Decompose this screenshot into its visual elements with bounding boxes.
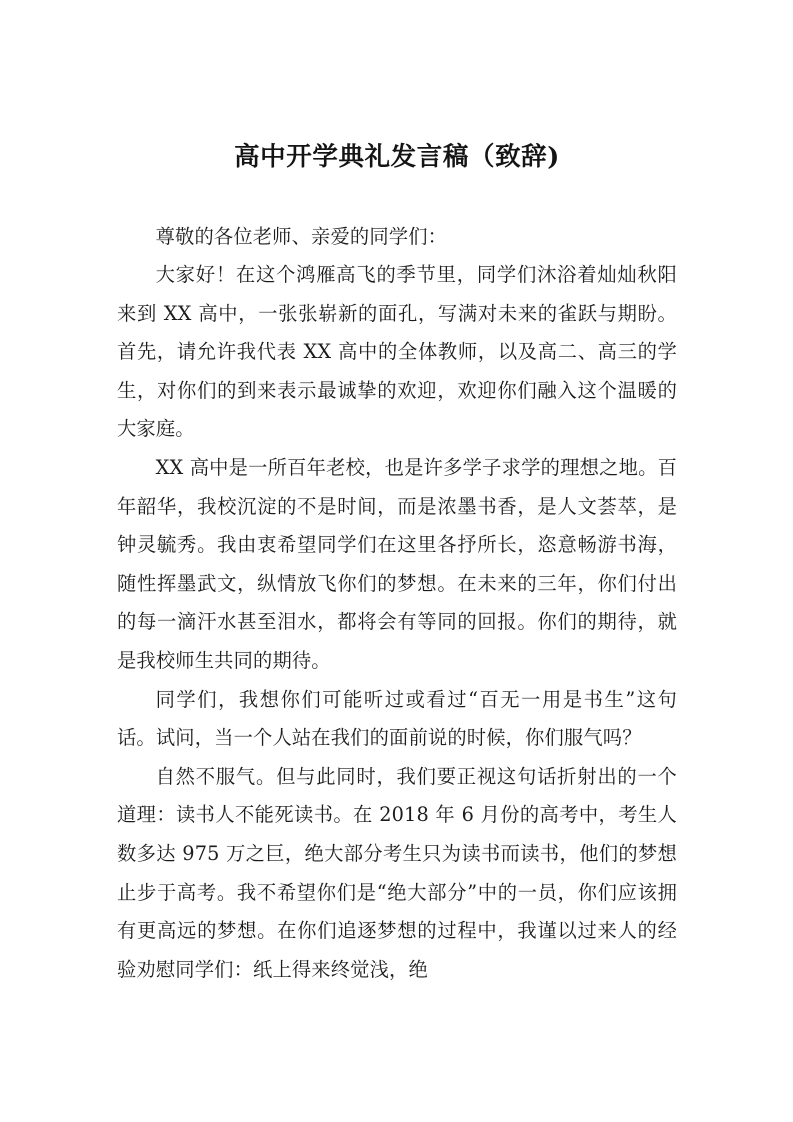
page-title: 高中开学典礼发言稿（致辞)	[234, 142, 560, 172]
paragraph-salutation: 尊敬的各位老师、亲爱的同学们：	[155, 224, 448, 248]
paragraph-list	[117, 171, 677, 990]
paragraph-school-intro: XX 高中是一所百年老校，也是许多学子求学的理想之地。百年韶华，我校沉淀的不是时间，而是浓墨书香，是人文荟萃，是钟灵毓秀。我由衷希望同学们在这里各抒所长，恣意畅游书海，随性挥墨武文，纵情放飞你们的梦想。在未来的三年，你们付出的每一滴汗水甚至泪水，都将会有等同的回报。你们的期待，就是我校师生共同的期待。	[117, 456, 677, 673]
document-body	[117, 0, 677, 989]
paragraph-saying-question: 同学们，我想你们可能听过或看过“百无一用是书生”这句话。试问，当一个人站在我们的面前说的时候，你们服气吗？	[117, 687, 677, 750]
paragraph-gaokao-reflection: 自然不服气。但与此同时，我们要正视这句话折射出的一个道理：读书人不能死读书。在 2018 年 6 月份的高考中，考生人数多达 975 万之巨，绝大部分考生只为读书而读书，他们的梦想止步于高考。我不希望你们是“绝大部分”中的一员，你们应该拥有更高远的梦想。在你们追逐梦想的过程中，我谨以过来人的经验劝慰同学们：纸上得来终觉浅，绝	[117, 764, 677, 981]
paragraph-greeting: 大家好！在这个鸿雁高飞的季节里，同学们沐浴着灿灿秋阳来到 XX 高中，一张张崭新的面孔，写满对未来的雀跃与期盼。首先，请允许我代表 XX 高中的全体教师，以及高二、高三的学生，对你们的到来表示最诚挚的欢迎，欢迎你们融入这个温暖的大家庭。	[117, 263, 677, 441]
